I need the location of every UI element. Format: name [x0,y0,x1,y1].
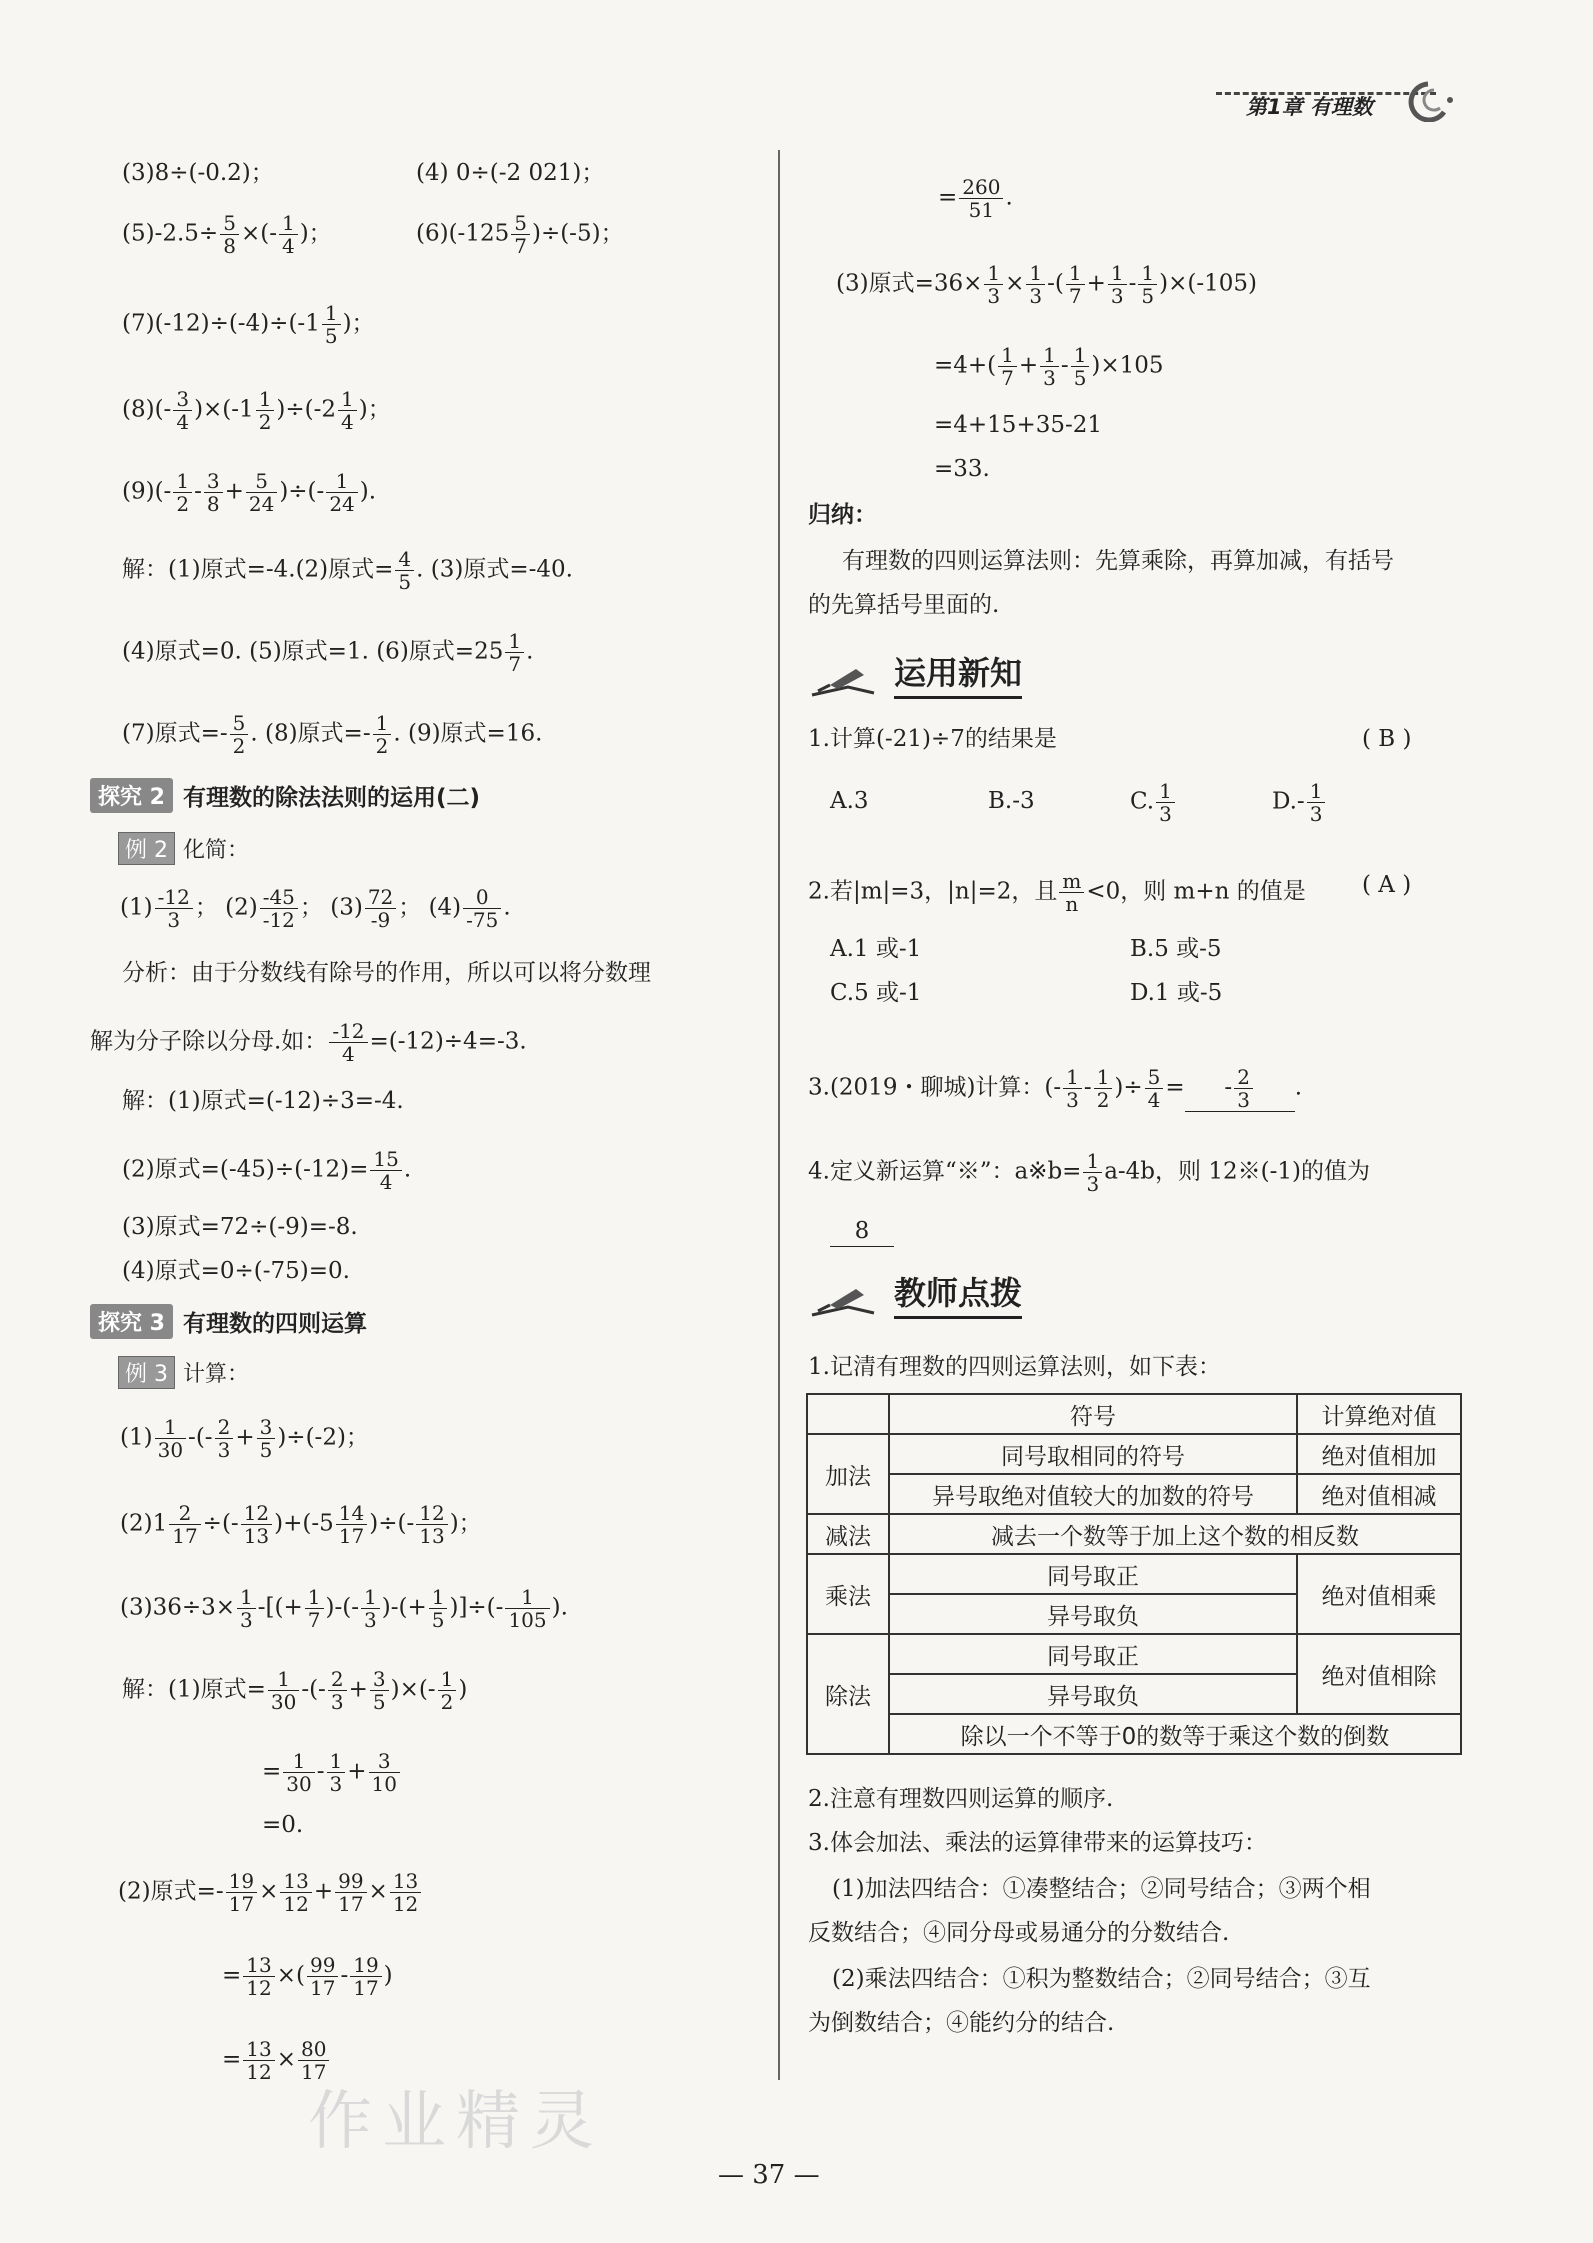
watermark: 作业精灵 [308,2085,604,2159]
q1-option-b: B.-3 [988,788,1035,814]
table-header-sign: 符号 [889,1394,1297,1434]
operations-rules-table: 符号 计算绝对值 加法 同号取相同的符号 绝对值相加 异号取绝对值较大的加数的符号 绝对值相减 减法 减去一个数等于加上这个数的相反数 乘法 同号取正 绝对值相乘 异号取负 除法 同号取正 绝对值相除 异号取负 除以一个不等于0的数等于乘这个数的倒数 [806,1393,1462,1755]
q2-option-b: B.5 或-5 [1130,936,1222,962]
row-multiplication: 乘法 [807,1554,889,1634]
question-4-answer-line [830,1216,894,1247]
solution-2-line1: 解：(1)原式=(-12)÷3=-4. [122,1088,404,1114]
chapter-logo-icon [1400,78,1456,122]
question-4: 4.定义新运算“※”：a※b= $\frac{1}{3}$ a-4b，则 12※(-1)的值为 [808,1149,1370,1196]
solution-1-line3: (7)原式=- $\frac{5}{2}$ . (8)原式=- $\frac{1}{2}$ . (9)原式=16. [122,711,543,758]
solution-3-1-line3: =0. [262,1812,304,1838]
solution-1-line1: 解：(1)原式=-4.(2)原式= $\frac{4}{5}$ . (3)原式=-40. [122,547,573,594]
summary-line-2: 的先算括号里面的. [808,592,1000,618]
summary-line-1: 有理数的四则运算法则：先算乘除，再算加减，有括号 [842,548,1394,574]
solution-2-line3: (3)原式=72÷(-9)=-8. [122,1214,358,1240]
tip-3-2b: 为倒数结合；④能约分的结合. [808,2010,1115,2036]
question-1: 1.计算(-21)÷7的结果是 [808,726,1057,752]
row-subtraction: 减法 [807,1514,889,1554]
q1-option-c: C. $\frac{1}{3}$ [1130,780,1177,825]
question-1-answer: ( B ) [1362,726,1412,752]
right-line-2: (3)原式=36× $\frac{1}{3}$ × $\frac{1}{3}$ -( $\frac{1}{7}$ + $\frac{1}{3}$ - $\frac{1}{5}$ )×(-105) [836,261,1258,308]
column-divider [778,150,780,2080]
solution-3-2-line1: (2)原式=- $\frac{19}{17}$ × $\frac{13}{12}$ + $\frac{99}{17}$ × $\frac{13}{12}$ [118,1870,423,1915]
problem-3: (3)8÷(-0.2)； [122,160,274,186]
q2-option-d: D.1 或-5 [1130,980,1223,1006]
question-3: 3.(2019・聊城)计算：(- $\frac{1}{3}$ - $\frac{1}{2}$ )÷ $\frac{5}{4}$ = - $\frac{2}{3}$ . [808,1065,1302,1112]
solution-1-line2: (4)原式=0. (5)原式=1. (6)原式=25 $\frac{1}{7}$ . [122,629,534,676]
calc-problem-3: (3)36÷3× $\frac{1}{3}$ -[(+ $\frac{1}{7}$ )-(- $\frac{1}{3}$ )-(+ $\frac{1}{5}$ )]÷(- $\frac{1}{105}$ ). [120,1585,568,1632]
summary-title: 归纳： [808,502,877,528]
explore-2-heading [90,778,480,813]
problem-8: (8)(- $\frac{3}{4}$ )×(-1 $\frac{1}{2}$ )÷(-2 $\frac{1}{4}$ )； [122,387,391,434]
analysis-line1: 分析：由于分数线有除号的作用，所以可以将分数理 [122,960,651,986]
question-3-answer: - $\frac{2}{3}$ [1185,1066,1295,1112]
right-line-5: =33. [934,456,990,482]
example-3-heading: 例 3 计算： [118,1356,249,1389]
solution-3-1-line2: = $\frac{1}{30}$ - $\frac{1}{3}$ + $\frac{3}{10}$ [262,1750,402,1795]
section-teacher-tips: 教师点拨 [808,1268,1022,1319]
section-apply-new: 运用新知 [808,648,1022,699]
tip-3-1: (1)加法四结合：①凑整结合；②同号结合；③两个相 [832,1876,1371,1902]
solution-2-line2: (2)原式=(-45)÷(-12)= $\frac{15}{4}$ . [122,1147,412,1194]
q2-option-c: C.5 或-1 [830,980,922,1006]
right-line-4: =4+15+35-21 [934,412,1103,438]
explore-2-title: 有理数的除法法则的运用(二) [182,785,480,811]
tip-2: 2.注意有理数四则运算的顺序. [808,1786,1114,1812]
chapter-header: 第1章 有理数 [1246,95,1373,119]
pen-book-icon [808,665,878,699]
calc-problem-1: (1) $\frac{1}{30}$ -(- $\frac{2}{3}$ + $\frac{3}{5}$ )÷(-2)； [120,1415,369,1462]
right-line-1: = $\frac{260}{51}$ . [938,175,1013,222]
right-line-3: =4+( $\frac{1}{7}$ + $\frac{1}{3}$ - $\frac{1}{5}$ )×105 [934,343,1164,390]
explore-3-heading [90,1304,367,1339]
explore-2-label: 探究 2 [90,778,173,813]
analysis-line2: 解为分子除以分母.如： $\frac{-12}{4}$ =(-12)÷4=-3. [90,1019,527,1066]
solution-3-2-line3: = $\frac{13}{12}$ × $\frac{80}{17}$ [222,2038,331,2083]
q1-option-d: D.- $\frac{1}{3}$ [1272,780,1327,825]
question-2: 2.若|m|=3，|n|=2，且 $\frac{m}{n}$ <0，则 m+n 的值是 [808,869,1306,916]
explore-3-title: 有理数的四则运算 [182,1311,367,1337]
tip-3-2: (2)乘法四结合：①积为整数结合；②同号结合；③互 [832,1966,1371,1992]
explore-3-label: 探究 3 [90,1304,173,1339]
simplify-problems: (1) $\frac{-12}{3}$ ； (2) $\frac{-45}{-12}$ ； (3) $\frac{72}{-9}$ ； (4) $\frac{0}{-75}$ . [120,885,511,932]
pen-book-icon [808,1285,878,1319]
tip-1: 1.记清有理数的四则运算法则，如下表： [808,1354,1221,1380]
problem-9: (9)(- $\frac{1}{2}$ - $\frac{3}{8}$ + $\frac{5}{24}$ )÷(- $\frac{1}{24}$ ). [122,469,377,516]
page-number: — 37 — [718,2160,820,2190]
solution-2-line4: (4)原式=0÷(-75)=0. [122,1258,350,1284]
solution-3-2-line2: = $\frac{13}{12}$ ×( $\frac{99}{17}$ - $\frac{19}{17}$ ) [222,1953,393,2000]
problem-7: (7)(-12)÷(-4)÷(-1 $\frac{1}{5}$ )； [122,301,375,348]
example-2-heading: 例 2 化简： [118,832,249,865]
problem-5: (5)-2.5÷ $\frac{5}{8}$ ×(- $\frac{1}{4}$ )； [122,211,332,258]
tip-3-1b: 反数结合；④同分母或易通分的分数结合. [808,1920,1230,1946]
calc-problem-2: (2)1 $\frac{2}{17}$ ÷(- $\frac{12}{13}$ )+(-5 $\frac{14}{17}$ )÷(- $\frac{12}{13}$ )； [120,1501,482,1548]
row-division: 除法 [807,1634,889,1754]
problem-4: (4) 0÷(-2 021)； [416,160,605,186]
table-header-abs: 计算绝对值 [1297,1394,1461,1434]
tip-3: 3.体会加法、乘法的运算律带来的运算技巧： [808,1830,1267,1856]
q1-option-a: A.3 [830,788,869,814]
question-2-answer: ( A ) [1362,872,1412,898]
question-4-answer: 8 [830,1216,894,1247]
q2-option-a: A.1 或-1 [830,936,922,962]
problem-6: (6)(-125 $\frac{5}{7}$ )÷(-5)； [416,211,624,258]
row-addition: 加法 [807,1434,889,1514]
solution-3-1-line1: 解：(1)原式= $\frac{1}{30}$ -(- $\frac{2}{3}$ + $\frac{3}{5}$ )×(- $\frac{1}{2}$ ) [122,1667,468,1714]
